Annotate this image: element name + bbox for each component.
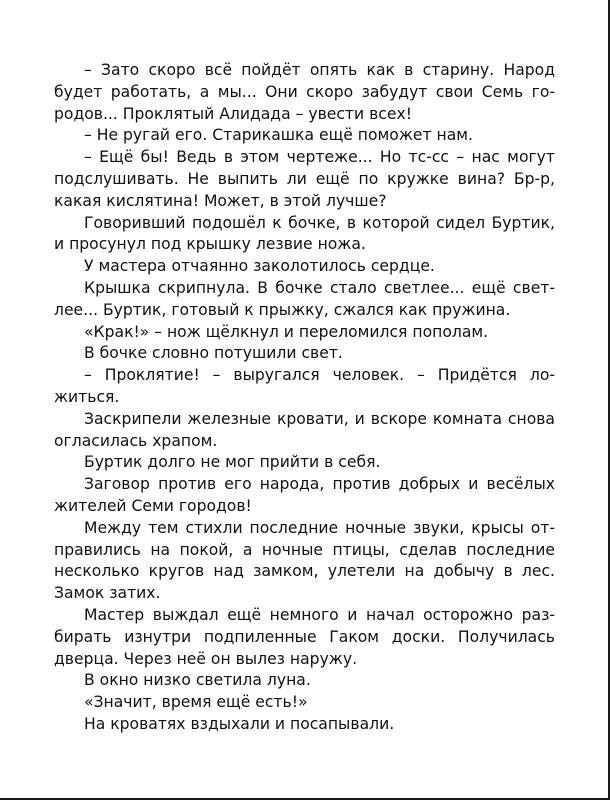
text-line: Заговор против его народа, против добрых и весёлых [84,475,555,494]
paragraph [54,278,555,322]
text-line: Замок затих. [54,584,161,603]
paragraph [54,343,555,365]
paragraph [54,670,555,692]
text-line: лее... Буртик, готовый к прыжку, сжался как пружина. [54,300,511,319]
paragraph [54,322,555,344]
text-line: Мастер выждал ещё немного и начал осторожно раз- [84,605,555,624]
paragraph [54,125,555,147]
paragraph [54,692,555,714]
text-line: какая кислятина! Может, в этой лучше? [54,191,387,210]
text-line: – Ещё бы! Ведь в этом чертеже... Но тс-сс – нас могут [84,148,555,167]
text-line: дверца. Через неё он вылез наружу. [54,649,358,668]
text-line: житься. [54,387,120,406]
text-line: и просунул под крышку лезвие ножа. [54,235,366,254]
paragraph [54,605,555,670]
text-line: Заскрипели железные кровати, и вскоре комната снова [84,409,555,428]
text-line: – Проклятие! – выругался человек. – Придётся ло- [84,366,555,385]
text-line: – Зато скоро всё пойдёт опять как в старину. Народ [84,61,555,79]
text-line: правились на покой, а ночные птицы, сделав последние [54,540,555,559]
text-line: В бочке словно потушили свет. [84,344,343,363]
paragraph [54,256,555,278]
text-line: бирать изнутри подпиленные Гаком доски. Получилась [54,627,555,646]
text-line: У мастера отчаянно заколотилось сердце. [84,257,435,276]
text-line: Говоривший подошёл к бочке, в которой сидел Буртик, [84,213,555,232]
text-line: – Не ругай его. Старикашка ещё поможет нам. [84,126,473,145]
text-line: На кроватях вздыхали и посапывали. [84,714,395,733]
paragraph [54,452,555,474]
paragraph [54,365,555,409]
text-line: Крышка скрипнула. В бочке стало светлее... ещё свет- [84,278,555,297]
paragraph [54,518,555,605]
text-line: жителей Семи городов! [54,496,252,515]
paragraph [54,213,555,257]
text-line: Буртик долго не мог прийти в себя. [84,453,381,472]
paragraph [54,409,555,453]
text-line: родов... Проклятый Алидада – увести всех! [54,104,412,123]
paragraph [54,60,555,125]
text-line: Между тем стихли последние ночные звуки, крысы от- [84,518,555,537]
text-line: подслушивать. Не выпить ли ещё по кружке вина? Бр-р, [54,169,555,188]
text-line: несколько кругов над замком, улетели на добычу в лес. [54,562,555,581]
text-line: будет работать, а мы... Они скоро забудут свои Семь го- [54,82,555,101]
text-line: огласилась храпом. [54,431,218,450]
text-line: В окно низко светила луна. [84,671,311,690]
paragraph [54,474,555,518]
text-line: «Значит, время ещё есть!» [84,693,308,712]
text-line: «Крак!» – нож щёлкнул и переломился пополам. [84,322,489,341]
paragraph [54,714,555,736]
paragraph [54,147,555,212]
text-column [54,60,555,736]
